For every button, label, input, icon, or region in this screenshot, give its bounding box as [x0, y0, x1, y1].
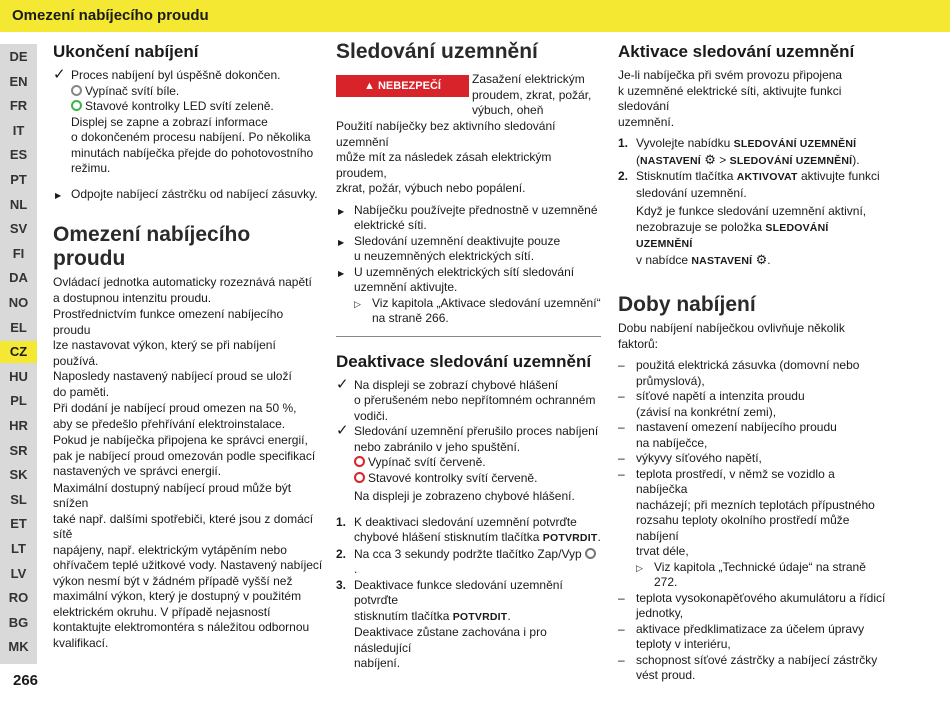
text-line: k uzemněné elektrické síti, aktivujte funkci sledování [618, 83, 842, 113]
paragraph-line: maximální výkon, který je dostupný v použitém [53, 589, 302, 603]
language-tab-it[interactable]: IT [12, 122, 25, 138]
language-tab-fr[interactable]: FR [9, 98, 28, 114]
checkmark-icon: ✓ [53, 66, 66, 83]
current-limit-body [53, 275, 323, 651]
language-tab-mk[interactable]: MK [8, 639, 29, 655]
danger-text-line: výbuch, oheň [472, 103, 544, 117]
language-tab-de[interactable]: DE [9, 49, 28, 64]
check-item: ✓ Sledování uzemnění přerušilo proces nabíjení nebo zabránilo v jeho spuštění. Vypínač svítí červeně. Stavové kontrolky svítí červeně. Na displeji je zobrazeno chybové hlášení. [336, 424, 601, 505]
text-line: nabíjení. [354, 656, 401, 670]
list-item: – použitá elektrická zásuvka (domovní nebo průmyslová), [618, 358, 860, 388]
paragraph-line: kvalifikací. [53, 635, 109, 650]
bullet-item [336, 203, 601, 234]
reference-item: ▷ Viz kapitola „Technické údaje“ na straně 272. [636, 559, 866, 589]
text-line: Sledování uzemnění deaktivujte pouze [354, 233, 561, 248]
text-line: nebo zabránilo v jeho spuštění. [354, 439, 521, 454]
text-line: o přerušeném nebo nepřítomném ochranném [354, 393, 596, 407]
language-tab-cz[interactable]: CZ [0, 341, 37, 363]
text-line: Nabíječku používejte přednostně v uzemněné [354, 202, 598, 217]
language-tab-sr[interactable]: SR [9, 442, 28, 458]
ground-intro [336, 119, 601, 197]
text-line: uzemnění. [618, 114, 675, 129]
paragraph-line: do paměti. [53, 384, 110, 399]
language-tab-da[interactable]: DA [9, 270, 28, 286]
status-led-green-icon [71, 100, 82, 111]
step-3: 3. Deaktivace funkce sledování uzemnění potvrďte stisknutím tlačítka POTVRDIT. Deaktivace zůstane zachována i pro následující nabíjení. [336, 578, 601, 672]
language-tab-ro[interactable]: RO [8, 590, 29, 606]
dash-bullet: – [618, 652, 625, 667]
paragraph-line: Při dodání je nabíjecí proud omezen na 50 %, [53, 401, 297, 415]
reference-arrow-icon: ▷ [636, 562, 643, 573]
confirm-key: POTVRDIT [542, 532, 598, 544]
language-tab-bg[interactable]: BG [8, 614, 29, 630]
dash-bullet: – [618, 389, 625, 403]
text-line: vodiči. [354, 408, 389, 423]
danger-text-line: proudem, zkrat, požár, [472, 87, 592, 102]
paragraph-line: aby se předešlo přehřívání elektroinstalace. [53, 416, 286, 431]
language-tab-lt[interactable]: LT [11, 541, 26, 556]
paragraph-line: Maximální dostupný nabíjecí proud může být snížen [53, 480, 292, 510]
bullet-item [336, 265, 601, 296]
power-button-white-icon [71, 85, 82, 96]
warning-triangle-icon: ▲ [364, 80, 375, 92]
text-line: Sledování uzemnění přerušilo proces nabíjení [354, 424, 599, 438]
gear-icon: ⚙ [755, 251, 768, 267]
section-title-current-limit: Omezení nabíjecího proudu [53, 223, 251, 270]
dash-bullet: – [618, 358, 625, 372]
text-line: Viz kapitola „Aktivace sledování uzemnění“ [372, 295, 601, 310]
paragraph-line: Pokud je nabíječka připojena ke správci energií, [53, 433, 308, 447]
danger-label: ▲ NEBEZPEČÍ [336, 75, 469, 97]
text-line: u neuzemněných elektrických sítí. [354, 249, 535, 263]
language-tab-fi[interactable]: FI [12, 245, 25, 261]
power-button-red-icon [354, 456, 365, 467]
power-button-icon [585, 548, 596, 559]
language-tab-sv[interactable]: SV [9, 221, 28, 237]
reference-item [336, 296, 601, 327]
list-item: – schopnost síťové zástrčky a nabíjecí zástrčky vést proud. [618, 652, 878, 682]
language-tab-en[interactable]: EN [9, 73, 28, 89]
page-number: 266 [13, 672, 39, 689]
language-sidebar [0, 44, 37, 664]
step-2: 2. Stisknutím tlačítka AKTIVOVAT aktivujte funkci sledování uzemnění. Když je funkce sledování uzemnění aktivní, nezobrazuje se položka SLEDOVÁNÍ UZEMNĚNÍ v nabídce NASTAVENÍ ⚙. [618, 169, 880, 267]
text-line: U uzemněných elektrických sítí sledování [354, 264, 575, 279]
language-tab-hu[interactable]: HU [9, 368, 28, 384]
language-tab-no[interactable]: NO [8, 295, 29, 310]
text-line: Je-li nabíječka při svém provozu připojena [618, 68, 843, 82]
text-line: elektrické síti. [354, 218, 427, 232]
bullet-item [336, 234, 601, 265]
text-line: uzemnění aktivujte. [354, 280, 458, 294]
language-tab-sl[interactable]: SL [10, 491, 27, 507]
language-tab-et[interactable]: ET [10, 516, 27, 532]
triangle-bullet-icon: ▶ [338, 268, 345, 278]
paragraph-line: nastavených ve správci energií. [53, 464, 222, 478]
text-line: Použití nabíječky bez aktivního sledování uzemnění [336, 119, 556, 149]
text-line: Deaktivace zůstane zachována i pro následující [354, 625, 547, 655]
check-item [336, 375, 601, 425]
paragraph-line: ohřívačem teplé užitkové vody. Nastavený nabíjecí [53, 558, 323, 572]
list-item: – nastavení omezení nabíjecího proudu na nabíječce, [618, 420, 837, 450]
header-title: Omezení nabíjecího proudu [12, 7, 209, 24]
step-1: 1. Vyvolejte nabídku SLEDOVÁNÍ UZEMNĚNÍ (NASTAVENÍ ⚙ > SLEDOVÁNÍ UZEMNĚNÍ). [618, 136, 860, 167]
section-title-activate: Aktivace sledování uzemnění [618, 42, 855, 61]
step-2: 2. Na cca 3 sekundy podržte tlačítko Zap/Vyp . [336, 547, 601, 578]
paragraph-line: Naposledy nastavený nabíjecí proud se uloží [53, 369, 292, 383]
paragraph-line: kontaktujte elektromontéra s náležitou odbornou [53, 620, 310, 634]
paragraph-line: pak je nabíjecí proud omezován podle specifikací [53, 448, 316, 463]
list-item: – teplota prostředí, v němž se vozidlo a nabíječka nacházejí; při mezních teplotách přípustného rozsahu teploty okolního prostředí může nabíjení trvat déle, [618, 466, 875, 558]
language-tab-hr[interactable]: HR [9, 418, 28, 433]
section-title-ground-monitoring: Sledování uzemnění [336, 40, 538, 63]
gear-icon: ⚙ [704, 151, 716, 167]
column-2 [336, 40, 601, 672]
section-title-deactivate: Deaktivace sledování uzemnění [336, 351, 592, 371]
dash-bullet: – [618, 420, 625, 434]
check-item: ✓ Proces nabíjení byl úspěšně dokončen. Vypínač svítí bíle. Stavové kontrolky LED svítí zeleně. Displej se zapne a zobrazí informace o dokončeném procesu nabíjení. Po několika minutách nabíječka přejde do pohotovostního režimu. [53, 66, 314, 175]
triangle-bullet-icon: ▶ [338, 206, 345, 216]
language-tab-pl[interactable]: PL [10, 393, 27, 409]
triangle-bullet-icon: ▶ [338, 237, 345, 247]
section-title-end-charging: Ukončení nabíjení [53, 42, 199, 61]
language-tab-sk[interactable]: SK [9, 467, 28, 483]
language-tab-lv[interactable]: LV [10, 565, 27, 581]
language-tab-es[interactable]: ES [9, 147, 28, 163]
column-1 [53, 42, 323, 651]
dash-bullet: – [618, 451, 625, 465]
list-item: – aktivace předklimatizace za účelem úpravy teploty v interiéru, [618, 621, 865, 651]
language-tab-nl[interactable]: NL [9, 196, 28, 212]
triangle-bullet-icon: ▶ [55, 190, 62, 200]
dash-bullet: – [618, 621, 625, 636]
paragraph-line: také např. dalšími spotřebiči, které jsou z domácí sítě [53, 511, 314, 541]
language-tab-pt[interactable]: PT [10, 172, 27, 187]
list-item: – výkyvy síťového napětí, [618, 451, 762, 465]
paragraph-line: výkon nesmí být v žádném případě vyšší než [53, 573, 293, 588]
activate-intro [618, 68, 888, 130]
paragraph-line: elektrickém okruhu. V případě nejasností [53, 604, 271, 619]
text-line: může mít za následek zásah elektrickým proudem, [336, 150, 552, 180]
text-line: zkrat, požár, výbuch nebo popálení. [336, 181, 526, 195]
paragraph-line: a dostupnou intenzitu proudu. [53, 290, 212, 305]
danger-text-line: Zasažení elektrickým [472, 72, 585, 86]
dash-bullet: – [618, 590, 625, 605]
paragraph-line: napájeny, např. elektrickým vytápěním nebo [53, 542, 287, 557]
paragraph-line: Ovládací jednotka automaticky rozeznává napětí [53, 275, 312, 289]
status-led-red-icon [354, 472, 365, 483]
column-3: Aktivace sledování uzemnění Je-li nabíječka při svém provozu připojena k uzemněné elektrické síti, aktivujte funkci sledování uzemnění. 1. Vyvolejte nabídku SLEDOVÁNÍ UZEMNĚNÍ (NASTAVENÍ ⚙ > SLEDOVÁNÍ UZEMNĚNÍ). 2. Stisknutím tlačítka AKTIVOVAT aktivujte funkci sledování uzemnění. Když je funkce sledování uzemnění aktivní, nezobrazuje se položka SLEDOVÁNÍ UZEMNĚNÍ v nabídce NASTAVENÍ ⚙. Doby nabíjení Dobu nabíjení nabíječkou ovlivňuje několik faktorů: – použitá elektrická zásuvka (domovní nebo průmyslová), – síťové napětí a intenzita proudu (závisí na konkrétní zemi), – nastavení omezení nabíjecího proudu na nabíječce, – výkyvy síťového napětí, – teplota prostředí, v němž se vozidlo a nabíječka nacházejí; při mezních teplotách přípustného rozsahu teploty okolního prostředí může nabíjení trvat déle, ▷ Viz kapitola „Technické údaje“ na straně 272. – teplota vysokonapěťového akumulátoru a řídicí jednotky, – aktivace předklimatizace za účelem úpravy teploty v interiéru, – schopnost síťové zástrčky a nabíjecí zástrčky vést proud. [618, 42, 888, 684]
dash-bullet: – [618, 466, 625, 481]
danger-text [472, 72, 602, 119]
step-1: 1. K deaktivaci sledování uzemnění potvrďte chybové hlášení stisknutím tlačítka POTVRDIT. [336, 514, 601, 544]
checkmark-icon: ✓ [336, 375, 349, 393]
paragraph-line: lze nastavovat výkon, který se při nabíjení používá. [53, 338, 276, 368]
language-tab-el[interactable]: EL [10, 319, 27, 335]
charging-factors-list [618, 358, 888, 684]
text-line: Na displeji se zobrazí chybové hlášení [354, 377, 559, 392]
list-item: – teplota vysokonapěťového akumulátoru a řídicí jednotky, [618, 590, 886, 620]
confirm-key: POTVRDIT [452, 610, 508, 623]
page-header [0, 0, 950, 32]
section-title-charging-times: Doby nabíjení [618, 293, 756, 316]
checkmark-icon: ✓ [336, 422, 349, 439]
action-item: ▶ Odpojte nabíjecí zástrčku od nabíjecí zásuvky. [53, 187, 323, 203]
text-line: na straně 266. [372, 311, 449, 325]
paragraph-line: Prostřednictvím funkce omezení nabíjecího proudu [53, 307, 284, 337]
reference-arrow-icon: ▷ [354, 298, 361, 309]
list-item: – síťové napětí a intenzita proudu (závisí na konkrétní zemi), [618, 389, 805, 419]
